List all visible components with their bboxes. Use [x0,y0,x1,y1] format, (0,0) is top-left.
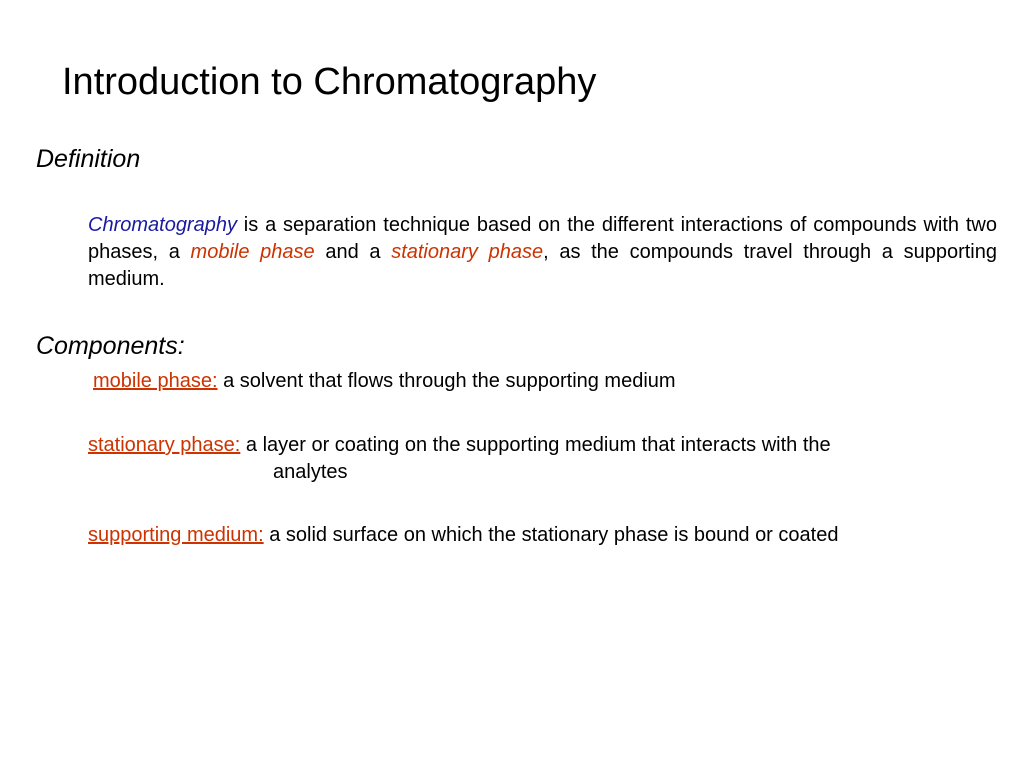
component-item-stationary-phase [88,432,831,459]
chromatography-term: Chromatography [88,214,237,236]
definition-heading: Definition [36,145,141,173]
stationary-phase-label: stationary phase: [88,434,241,456]
supporting-medium-label: supporting medium: [88,524,264,546]
component-item-mobile-phase [93,368,676,395]
slide-title: Introduction to Chromatography [62,61,597,103]
stationary-phase-term: stationary phase [391,241,544,263]
stationary-phase-description-continued: analytes [273,461,348,483]
definition-text-2: and a [314,241,392,263]
components-heading: Components: [36,332,185,360]
mobile-phase-term: mobile phase [190,241,315,263]
component-item-supporting-medium [88,522,838,549]
definition-text-1: is a separation technique based on the different interactions of compounds with two phases, a [88,214,997,263]
mobile-phase-description: a solvent that flows through the supporting medium [217,370,676,392]
definition-paragraph [88,212,997,293]
definition-text-3: , as the compounds travel through a supporting medium. [88,241,997,290]
mobile-phase-label: mobile phase: [93,370,218,392]
supporting-medium-description: a solid surface on which the stationary phase is bound or coated [263,524,839,546]
stationary-phase-description: a layer or coating on the supporting medium that interacts with the [240,434,831,456]
